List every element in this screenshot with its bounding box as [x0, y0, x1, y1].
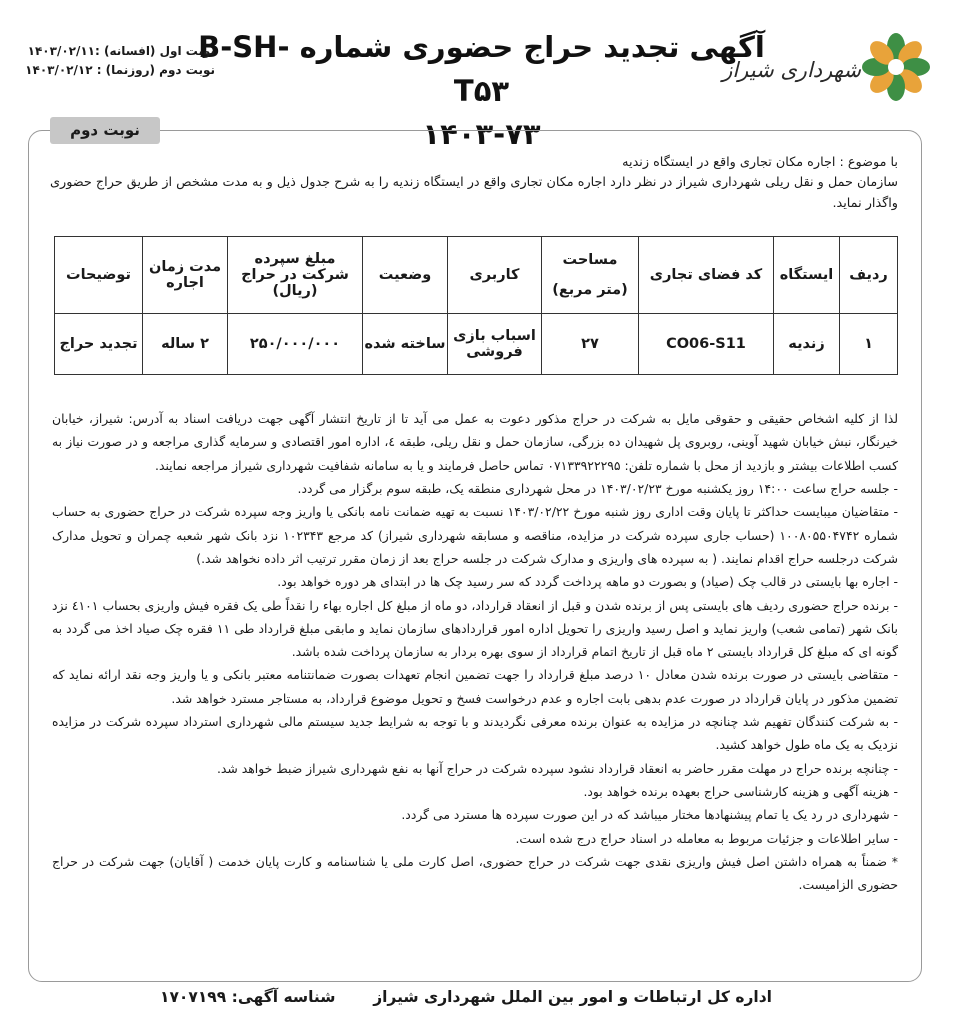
- term-rejection: - شهرداری در رد یک یا تمام پیشنهادها مختار میباشد که در این صورت سپرده ها مسترد می گردد.: [401, 807, 898, 823]
- term-other-info: - سایر اطلاعات و جزئیات مربوط به معامله در اسناد حراج درج شده است.: [515, 830, 898, 846]
- table-header-row: [55, 237, 898, 314]
- footer-ad-id: شناسه آگهی: ۱۷۰۷۱۹۹: [160, 988, 336, 1006]
- col-header-row: ردیف: [840, 237, 898, 314]
- table-row: [55, 314, 898, 375]
- cell-duration: ۲ ساله: [143, 314, 228, 375]
- footer-department: اداره کل ارتباطات و امور بین الملل شهرداری شیراز: [373, 988, 772, 1006]
- terms-section: [52, 407, 898, 897]
- col-header-status: وضعیت: [363, 237, 448, 314]
- cell-area: ۲۷: [542, 314, 639, 375]
- term-refund: - به شرکت کنندگان تفهیم شد چنانچه در مزایده به عنوان برنده معرفی نگردیدند و با توجه به شرایط جدید سیستم مالی شهرداری استرداد سپرده شرکت در مزایده نزدیک به یک ماه طول خواهد کشید.: [52, 714, 898, 753]
- col-header-code: کد فضای تجاری: [639, 237, 774, 314]
- cell-code: [639, 314, 774, 375]
- term-costs: - هزینه آگهی و هزینه کارشناسی حراج بعهده برنده خواهد بود.: [583, 784, 898, 799]
- col-header-notes: توضیحات: [55, 237, 143, 314]
- col-header-duration: مدت زمان اجاره: [143, 237, 228, 314]
- round-badge: نوبت دوم: [50, 117, 160, 144]
- term-deposit: - متقاضیان میبایست حداکثر تا پایان وقت اداری روز شنبه مورخ ۱۴۰۳/۰۲/۲۲ نسبت به تهیه ضمانت نامه بانکی یا واریز وجه سپرده شرکت در حراج حضوری به حساب شماره ۱۰۰۸۰۵۵۰۴۷۴۲ (حساب جاری سپرده شرکت در مزایده، مناقصه و مسابقه شهرداری شیراز) کد مرجع ۱۰۲۳۴۳ نزد بانک شهر شعبه چمران و تحویل مدارک شرکت درجلسه حراج اقدام نمایند. ( به سپرده های واریزی و مدارک شرکت در جلسه حراج بعد از زمان مقرر ترتیب اثر داده نخواهد شد.): [52, 504, 898, 566]
- term-winner-payment: - برنده حراج حضوری ردیف های بایستی پس از برنده شدن و قبل از انعقاد قرارداد، دو ماه از مبلغ کل اجاره بهاء را نقداً طی یک فقره فیش واریزی بحساب ٤١۰١ نزد بانک شهر (تمامی شعب) واریز نماید و اصل رسید واریزی را تحویل اداره امور قراردادهای سازمان نماید و مابقی مبلغ قرارداد طی ۱۱ فقره چک صیاد اخذ می گردد به گونه ای که مبلغ کل قرارداد بایستی ۲ ماه قبل از تاریخ اتمام قرارداد از سوی بهره بردار به سازمان پرداخت شده باشد.: [52, 597, 899, 660]
- title-line-2: ۱۴۰۳-۷۳: [422, 117, 541, 151]
- subject-section: [50, 153, 898, 214]
- term-session: - جلسه حراج ساعت ۱۴:۰۰ روز یکشنبه مورخ ۱۴۰۳/۰۲/۲۳ در محل شهرداری منطقه یک، طبقه سوم برگزار می گردد.: [297, 480, 898, 496]
- cell-code-value: CO06-S11: [666, 336, 746, 352]
- col-header-station: ایستگاه: [774, 237, 840, 314]
- cell-notes: تجدید حراج: [55, 314, 143, 375]
- col-header-usage: کاربری: [448, 237, 542, 314]
- term-guarantee: - متقاضی بایستی در صورت برنده شدن معادل ۱۰ درصد مبلغ قرارداد را جهت تضمین انجام تعهدات بصورت ضمانتنامه معتبر بانکی و یا واریز وجه نقد ارائه نماید که تضمین مذکور در پایان قرارداد در صورت عدم بدهی بابت اجاره و عدم درخواست فسخ و تحویل موضوع قرارداد، به مستاجر مسترد خواهد شد.: [52, 667, 898, 706]
- intro-text: سازمان حمل و نقل ریلی شهرداری شیراز در نظر دارد اجاره مکان تجاری واقع در ایستگاه زندیه را به شرح جدول ذیل و به مدت مشخص از طریق حراج حضوری واگذار نماید.: [50, 175, 898, 211]
- cell-station: زندیه: [774, 314, 840, 375]
- auction-table: [54, 236, 898, 375]
- subject-line: با موضوع : اجاره مکان تجاری واقع در ایستگاه زندیه: [622, 155, 898, 170]
- footer: [28, 982, 922, 1018]
- shiraz-municipality-logo-icon: [861, 32, 931, 102]
- col-header-area-label: مساحت: [562, 252, 618, 268]
- col-header-area-unit: (متر مربع): [552, 282, 628, 298]
- cell-row: ۱: [840, 314, 898, 375]
- publication-dates: [10, 42, 215, 79]
- title-line-1: آگهی تجدید حراج حضوری شماره B-SH-T۵۳: [198, 30, 765, 108]
- col-header-area: [542, 237, 639, 314]
- col-header-deposit: مبلغ سپرده شرکت در حراج (ریال): [228, 237, 363, 314]
- invitation-paragraph: لذا از کلیه اشخاص حقیقی و حقوقی مایل به شرکت در حراج مذکور دعوت به عمل می آید تا از تاریخ انتشار آگهی جهت دریافت اسناد به آدرس: شیراز، خیابان خیرنگار، نبش خیابان شهید آوینی، روبروی پل شهیدان ده بزرگی، سازمان حمل و نقل ریلی، طبقه ٤، اداره امور اقتصادی و سرمایه گذاری مراجعه و در صورت نیاز به کسب اطلاعات بیشتر و بازدید از محل با شماره تلفن: ۰۷۱۳۳۹۲۲۲۹۵ تماس حاصل فرمایند و یا به سامانه شفافیت شهرداری شیراز مراجعه نمایند.: [52, 411, 899, 473]
- second-publication: نوبت دوم (روزنما) : ۱۴۰۳/۰۲/۱۲: [25, 62, 215, 77]
- cell-status: ساخته شده: [363, 314, 448, 375]
- first-publication: نوبت اول (افسانه) :۱۴۰۳/۰۲/۱۱: [27, 44, 215, 58]
- term-documents: * ضمناً به همراه داشتن اصل فیش واریزی نقدی جهت شرکت در حراج حضوری، اصل کارت ملی یا شناسنامه و کارت پایان خدمت ( آقایان) جهت شرکت در حراج حضوری الزامیست.: [52, 853, 898, 893]
- brand-name: شهرداری شیراز: [722, 58, 861, 82]
- term-forfeit: - چنانچه برنده حراج در مهلت مقرر حاضر به انعقاد قرارداد نشود سپرده شرکت در حراج آنها به نفع شهرداری شیراز ضبط خواهد شد.: [216, 760, 898, 776]
- cell-usage: اسباب بازی فروشی: [448, 314, 542, 375]
- cell-deposit: ۲۵۰/۰۰۰/۰۰۰: [228, 314, 363, 375]
- term-payment-cheque: - اجاره بها بایستی در قالب چک (صیاد) و بصورت دو ماهه پرداخت گردد که سر رسید چک ها در ابتدای هر دوره خواهد بود.: [277, 574, 898, 590]
